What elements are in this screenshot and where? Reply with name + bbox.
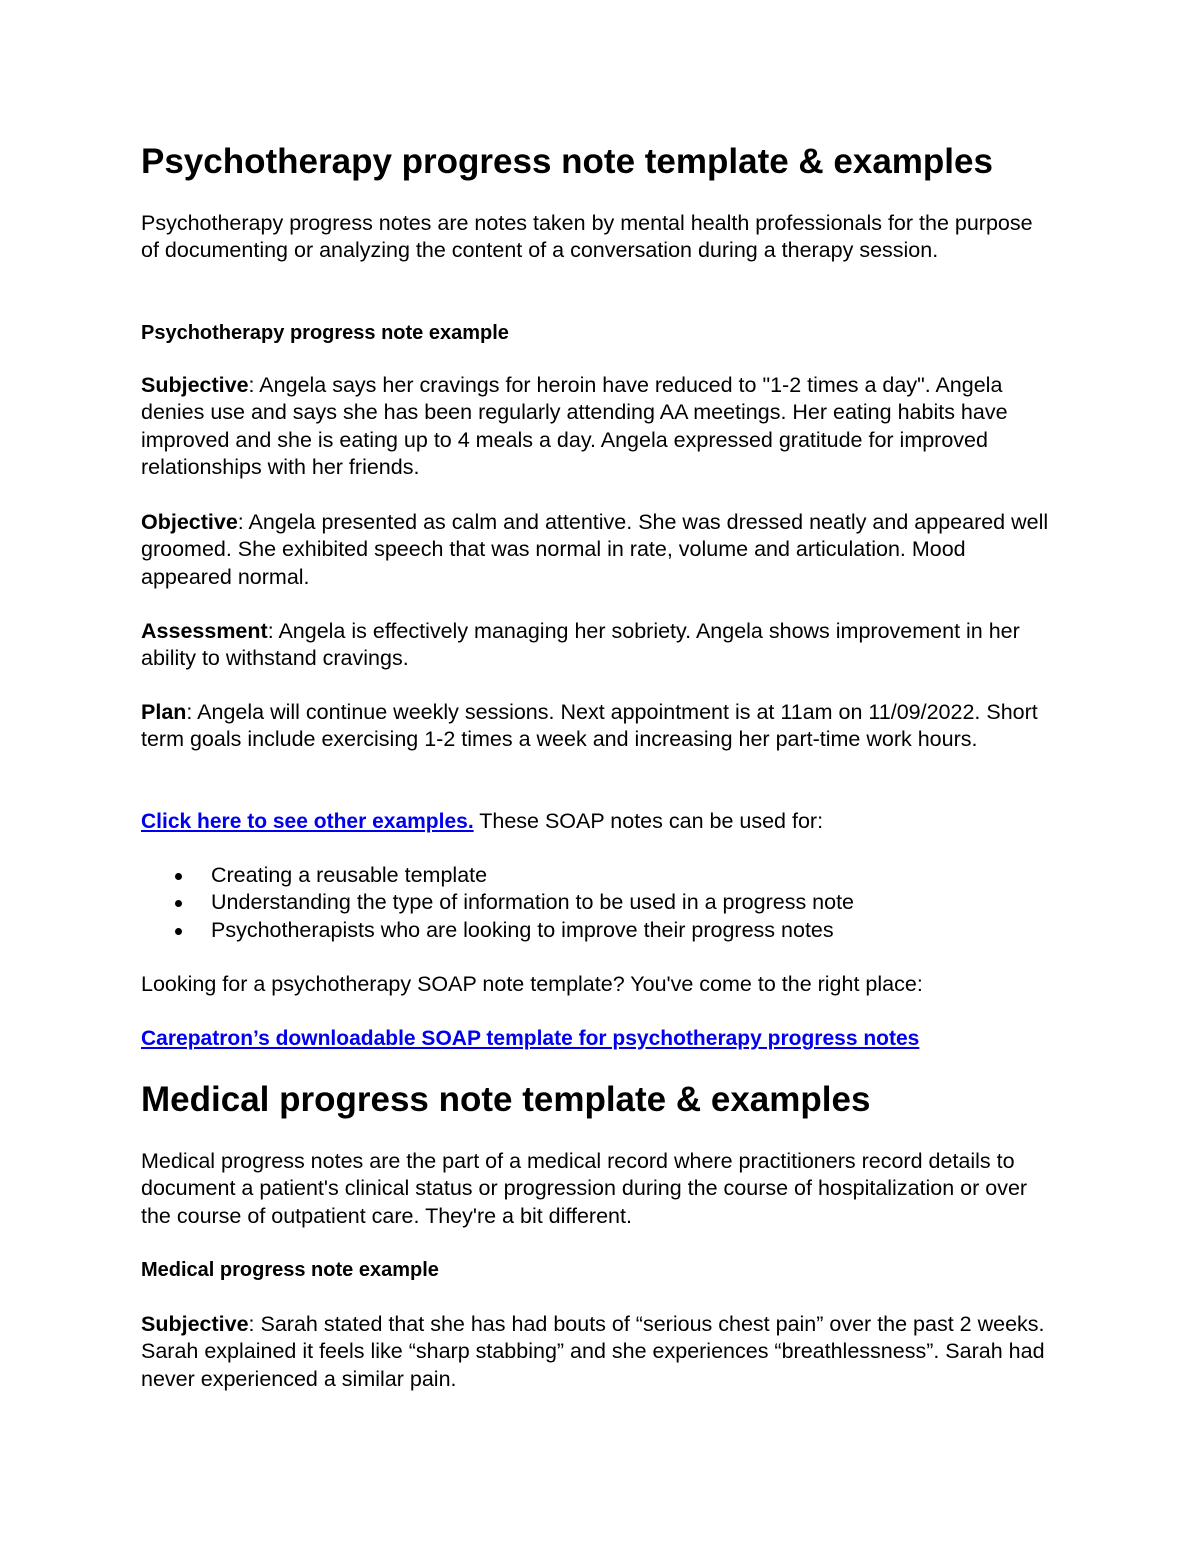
psychotherapy-subjective <box>141 372 1056 481</box>
list-item <box>141 862 854 889</box>
list-item <box>141 889 854 916</box>
plan-text: : Angela will continue weekly sessions. Next appointment is at 11am on 11/09/2022. Short term goals include exercising 1-2 times a week and increasing her part-time work hours. <box>141 700 1038 752</box>
looking-text: Looking for a psychotherapy SOAP note template? You've come to the right place: <box>141 972 923 996</box>
soap-template-link[interactable]: Carepatron’s downloadable SOAP template for psychotherapy progress notes <box>141 1027 920 1050</box>
psychotherapy-heading: Psychotherapy progress note template & examples <box>141 142 993 181</box>
list-item-text: Creating a reusable template <box>211 863 488 887</box>
list-item-text: Psychotherapists who are looking to improve their progress notes <box>211 917 834 942</box>
assessment-label: Assessment <box>141 619 268 643</box>
list-item <box>141 917 854 944</box>
bullet-icon <box>175 873 182 880</box>
psychotherapy-plan <box>141 699 1056 754</box>
subjective-label: Subjective <box>141 373 249 397</box>
psychotherapy-intro: Psychotherapy progress notes are notes taken by mental health professionals for the purpose of documenting or analyzing the content of a conversation during a therapy session. <box>141 211 1033 263</box>
psychotherapy-assessment <box>141 618 1056 673</box>
template-link-paragraph <box>141 1025 1056 1052</box>
examples-paragraph <box>141 808 1056 835</box>
medical-example-heading: Medical progress note example <box>141 1259 439 1281</box>
subjective-label: Subjective <box>141 1312 249 1336</box>
psychotherapy-example-heading: Psychotherapy progress note example <box>141 322 509 344</box>
bullet-icon <box>175 928 182 935</box>
medical-heading: Medical progress note template & examples <box>141 1080 871 1119</box>
bullet-icon <box>175 900 182 907</box>
medical-subjective <box>141 1311 1056 1393</box>
other-examples-link[interactable]: Click here to see other examples. <box>141 810 474 833</box>
assessment-text: : Angela is effectively managing her sobriety. Angela shows improvement in her ability to withstand cravings. <box>141 619 1020 671</box>
subjective-text: : Angela says her cravings for heroin have reduced to "1-2 times a day". Angela denies use and says she has been regularly attending AA meetings. Her eating habits have improved and she is eating up to 4 meals a day. Angela expressed gratitude for improved relationships with her friends. <box>141 373 1008 479</box>
plan-label: Plan <box>141 700 187 724</box>
examples-suffix: These SOAP notes can be used for: <box>473 809 824 833</box>
psychotherapy-objective <box>141 509 1056 591</box>
medical-intro: Medical progress notes are the part of a medical record where practitioners record details to document a patient's clinical status or progression during the course of hospitalization or over the course of outpatient care. They're a bit different. <box>141 1149 1028 1228</box>
objective-text: : Angela presented as calm and attentive. She was dressed neatly and appeared well groomed. She exhibited speech that was normal in rate, volume and articulation. Mood appeared normal. <box>141 510 1049 589</box>
list-item-text: Understanding the type of information to be used in a progress note <box>211 890 855 915</box>
objective-label: Objective <box>141 510 238 534</box>
uses-list <box>141 862 854 944</box>
subjective-text: : Sarah stated that she has had bouts of “serious chest pain” over the past 2 weeks. Sarah explained it feels like “sharp stabbing” and she experiences “breathlessness”. Sarah had never experienced a similar pain. <box>141 1312 1045 1391</box>
